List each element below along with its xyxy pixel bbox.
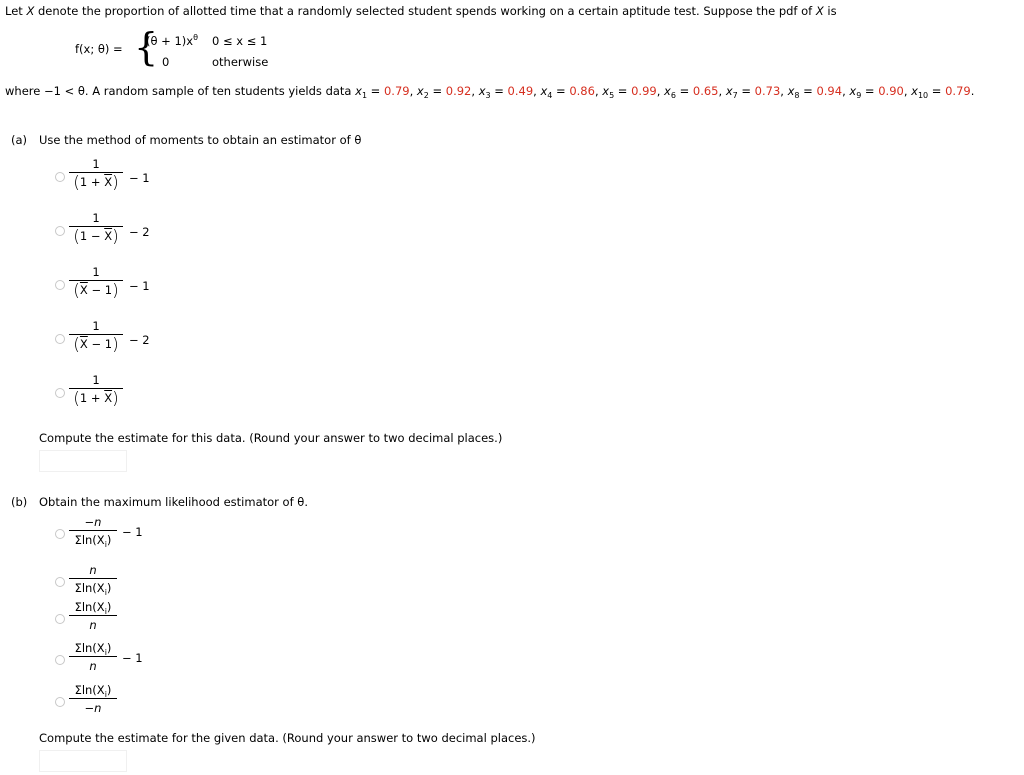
- part-b-option-4-radio[interactable]: [55, 655, 65, 665]
- part-a-option-4-fraction: 1 $(\overline{X} - 1)$: [69, 319, 123, 354]
- part-a-option-5-radio[interactable]: [55, 388, 65, 398]
- sample-value-x3: $x_3 = 0.49$: [478, 84, 534, 100]
- intro-suffix: is: [823, 4, 837, 18]
- intro-text: [5, 4, 837, 18]
- sample-value-x8: $x_8 = 0.94$: [787, 84, 843, 100]
- pdf-case2-cond: otherwise: [212, 55, 269, 69]
- pdf-case1-expr: $(\theta + 1)x^\theta$: [146, 33, 198, 48]
- part-a-compute: Compute the estimate for this data. (Round your answer to two decimal places.): [39, 431, 503, 445]
- sample-value-x5: $x_5 = 0.99$: [602, 84, 657, 100]
- sample-value-x4: $x_4 = 0.86$: [540, 84, 595, 100]
- part-a-option-1-radio[interactable]: [55, 172, 65, 182]
- intro-var2: X: [815, 4, 824, 18]
- part-a-option-2-tail: − 2: [129, 225, 150, 239]
- sample-values: $x_1 = 0.79$, $x_2 = 0.92$, $x_3 = 0.49$, $x_4 = 0.86$, $x_5 = 0.99$, $x_6 = 0.65$, $x_7 = 0.73$, $x_8 = 0.94$, $x_9 = 0.90$, $x_{10} = 0.79$.: [355, 84, 975, 100]
- part-a-label: (a): [11, 133, 28, 147]
- part-a-option-4-tail: − 2: [129, 333, 150, 347]
- part-a-option-3-radio[interactable]: [55, 280, 65, 290]
- part-a-option-3-tail: − 1: [129, 279, 150, 293]
- part-a-option-2-fraction: 1 $(1 - \overline{X})$: [69, 211, 123, 246]
- part-b-option-1-radio[interactable]: [55, 529, 65, 539]
- part-a-answer-input[interactable]: [39, 450, 127, 472]
- intro-var: X: [26, 4, 35, 18]
- part-b-label: (b): [11, 495, 28, 509]
- sample-value-x9: $x_9 = 0.90$: [849, 84, 904, 100]
- part-a-option-5-fraction: 1 $(1 + \overline{X})$: [69, 373, 123, 408]
- part-a-option-3-fraction: 1 $(\overline{X} - 1)$: [69, 265, 123, 300]
- part-b-option-4-fraction: $\Sigma\ln(X_i)$ n: [69, 641, 117, 675]
- sample-value-x1: $x_1 = 0.79$: [355, 84, 410, 100]
- part-b-compute: Compute the estimate for the given data. (Round your answer to two decimal places.): [39, 731, 536, 745]
- brace-icon: {: [134, 25, 159, 69]
- part-b-option-2-radio[interactable]: [55, 577, 65, 587]
- part-b-option-1-tail: − 1: [122, 525, 143, 539]
- part-a-option-1-tail: − 1: [129, 171, 150, 185]
- part-b-option-1-fraction: −n $\Sigma\ln(X_i)$: [69, 515, 117, 549]
- part-a-option-4-radio[interactable]: [55, 334, 65, 344]
- pdf-case2-expr: 0: [162, 55, 170, 69]
- sample-text: where −1 < θ. A random sample of ten students yields data $x_1 = 0.79$, $x_2 = 0.92$, $x_3 = 0.49$, $x_4 = 0.86$, $x_5 = 0.99$, $x_6 = 0.65$, $x_7 = 0.73$, $x_8 = 0.94$, $x_9 = 0.90$, $x_{10} = 0.79$.: [5, 84, 975, 100]
- part-b-answer-input[interactable]: [39, 750, 127, 772]
- part-b-option-3-fraction: $\Sigma\ln(X_i)$ n: [69, 600, 117, 634]
- part-b-question: Obtain the maximum likelihood estimator of θ.: [39, 495, 308, 509]
- part-b-option-3-radio[interactable]: [55, 614, 65, 624]
- part-b-option-5-fraction: $\Sigma\ln(X_i)$ −n: [69, 683, 117, 717]
- part-a-option-2-radio[interactable]: [55, 226, 65, 236]
- part-b-option-2-fraction: n $\Sigma\ln(X_i)$: [69, 563, 117, 597]
- sample-value-x7: $x_7 = 0.73$: [725, 84, 781, 100]
- intro-middle: denote the proportion of allotted time that a randomly selected student spends working on a certain aptitude test. Suppose the pdf of: [34, 4, 816, 18]
- part-b-option-5-radio[interactable]: [55, 697, 65, 707]
- pdf-case1-cond: 0 ≤ x ≤ 1: [212, 34, 268, 48]
- part-a-question: Use the method of moments to obtain an estimator of θ: [39, 133, 362, 147]
- intro-prefix: Let: [5, 4, 27, 18]
- part-b-option-4-tail: − 1: [122, 651, 143, 665]
- part-a-option-1-fraction: 1 $(1 + \overline{X})$: [69, 157, 123, 192]
- sample-value-x10: $x_{10} = 0.79$: [911, 84, 971, 100]
- sample-value-x6: $x_6 = 0.65$: [664, 84, 719, 100]
- sample-value-x2: $x_2 = 0.92$: [416, 84, 472, 100]
- pdf-lhs: f(x; θ) =: [75, 42, 123, 56]
